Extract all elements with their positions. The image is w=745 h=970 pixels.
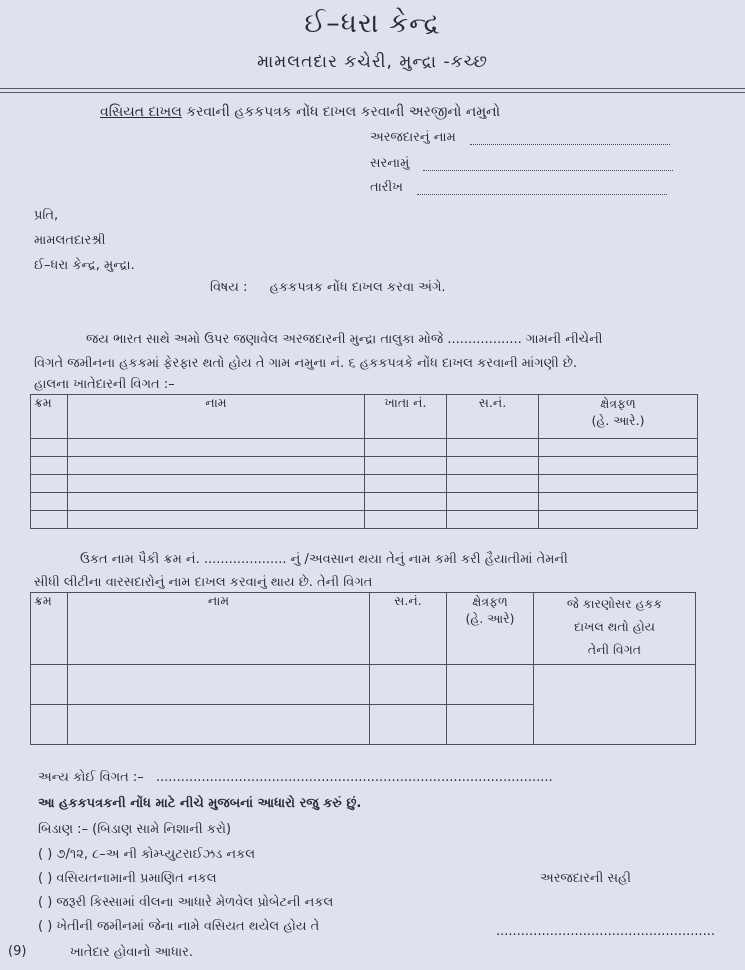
table1-label: હાલના ખાતેદારની વિગત :– <box>34 377 175 392</box>
address-office: ઈ–ધરા કેન્દ્ર, મુન્દ્રા. <box>34 258 135 273</box>
table2-header-name: નામ <box>68 593 370 665</box>
table-row <box>31 493 698 511</box>
address-to: પ્રતિ, <box>34 208 59 223</box>
para2-line2: સીધી લીટીના વારસદારોનું નામ દાખલ કરવાનું થાય છે. તેની વિગત <box>34 575 373 590</box>
subject-line <box>210 280 446 295</box>
table-row <box>31 439 698 457</box>
table2-header-area: ક્ષેત્રફળ (હે. આરે) <box>447 593 534 665</box>
date-row <box>370 180 667 195</box>
table1-header-serial: ક્રમ <box>31 395 68 439</box>
other-details-row <box>38 770 553 785</box>
other-details-label: અન્ય કોઈ વિગત :– <box>38 770 144 785</box>
para2-line1-b: નું /અવસાન થયા તેનું નામ કમી કરી હૈયાતીમાં તેમની <box>290 552 568 567</box>
table1-header-survey: સ.નં. <box>447 395 539 439</box>
para2-line1 <box>80 552 568 567</box>
applicant-name-label: અરજદારનું નામ <box>370 130 456 145</box>
form-heading <box>100 104 500 120</box>
attachment-item-continuation: ખાતેદાર હોવાનો આધાર. <box>70 945 194 960</box>
applicant-name-row <box>370 130 670 145</box>
divider-top <box>0 88 745 89</box>
table2-header-reason: જે કારણોસર હકક દાખલ થતો હોય તેની વિગત <box>534 593 696 665</box>
table2-header-serial: ક્રમ <box>31 593 68 665</box>
para2-serial-field[interactable]: .................... <box>203 552 287 567</box>
para2-line1-a: ઉકત નામ પૈકી ક્રમ નં. <box>80 552 200 567</box>
attachment-item[interactable]: ( ) ખેતીની જમીનમાં જેના નામે વસિયત થયેલ હોય તે <box>38 919 320 934</box>
address-recipient: મામલતદારશ્રી <box>34 233 106 248</box>
table2-header-area-units: (હે. આરે) <box>465 611 515 626</box>
current-holders-table <box>30 394 698 529</box>
subject-label: વિષય : <box>210 280 248 295</box>
office-title: ઈ–ધરા કેન્દ્ર <box>304 8 441 39</box>
para1-line1 <box>86 332 603 347</box>
table2-header-survey: સ.નં. <box>370 593 447 665</box>
attachment-item[interactable]: ( ) ૭/૧૨, ૮–અ ની કોમ્પ્યુટરાઈઝડ નકલ <box>38 847 256 862</box>
attachments-label: બિડાણ :– (બિડાણ સામે નિશાની કરો) <box>38 822 232 837</box>
table-row <box>31 511 698 529</box>
other-details-field[interactable]: ................................................................................................ <box>155 770 553 785</box>
address-label: સરનામું <box>370 156 410 171</box>
table1-header-name: નામ <box>68 395 365 439</box>
page-number: (9) <box>8 944 27 959</box>
para1-village-field[interactable]: .................. <box>447 332 522 347</box>
para1-line2: વિગતે જમીનના હકકમાં ફેરફાર થતો હોય તે ગામ નમુના નં. ૬ હકકપત્રકે નોંધ દાખલ કરવાની માંગણી છે. <box>34 356 578 371</box>
para1-line1-a: જય ભારત સાથે અમો ઉપર જણાવેલ અરજદારની મુન્દ્રા તાલુકા મોજે <box>86 332 444 347</box>
heirs-table <box>30 592 696 745</box>
signature-field[interactable]: ..................................................... <box>496 924 716 939</box>
table1-header-account: ખાતા નં. <box>365 395 447 439</box>
table1-header-area: ક્ષેત્રફળ (હે. આરે.) <box>539 395 698 439</box>
table1-header-area-units: (હે. આરે.) <box>591 413 645 428</box>
address-field[interactable] <box>423 158 673 171</box>
form-heading-rest: કરવાની હકકપત્રક નોંધ દાખલ કરવાની અરજીનો નમુનો <box>181 104 501 120</box>
para1-line1-b: ગામની નીચેની <box>525 332 603 347</box>
table-row <box>31 665 696 705</box>
attachments-intro: આ હકકપત્રકની નોંધ માટે નીચે મુજબનાં આધારો રજુ કરું છું. <box>38 796 362 811</box>
address-row <box>370 156 673 171</box>
table-row <box>31 457 698 475</box>
subject-text: હકકપત્રક નોંધ દાખલ કરવા અંગે. <box>269 280 446 295</box>
signature-label: અરજદારની સહી <box>540 871 631 886</box>
table-row <box>31 475 698 493</box>
office-subtitle: મામલતદાર કચેરી, મુન્દ્રા -કચ્છ <box>257 52 488 72</box>
form-heading-underlined: વસિયત દાખલ <box>100 104 182 120</box>
date-field[interactable] <box>417 182 667 195</box>
attachment-item[interactable]: ( ) વસિયતનામાની પ્રમાણિત નકલ <box>38 871 217 886</box>
attachment-item[interactable]: ( ) જરૂરી કિસ્સામાં વીલના આધારે મેળવેલ પ્રોબેટની નકલ <box>38 895 334 910</box>
date-label: તારીખ <box>370 180 403 195</box>
applicant-name-field[interactable] <box>470 132 670 145</box>
divider-top-second <box>0 92 745 93</box>
